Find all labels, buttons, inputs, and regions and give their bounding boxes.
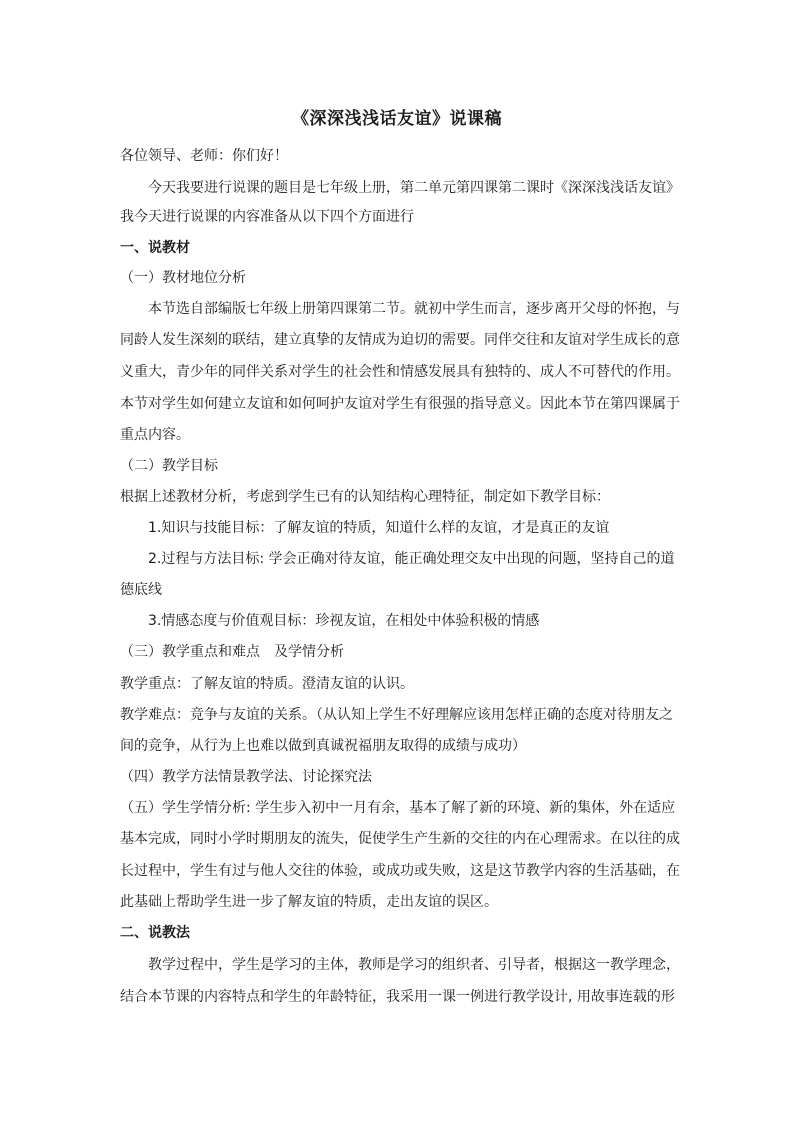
difficulty-line-1: 教学难点：竞争与友谊的关系。（从认知上学生不好理解应该用怎样正确的态度对待朋友之 — [120, 707, 673, 723]
goal-process: 2.过程与方法目标: 学会正确对待友谊，能正确处理交友中出现的问题，坚持自己的道 — [148, 551, 675, 567]
intro-line-2: 我今天进行说课的内容准备从以下四个方面进行 — [120, 209, 414, 225]
subheading-methods: （四）教学方法情景教学法、讨论探究法 — [120, 769, 372, 785]
section-heading-methods: 二、说教法 — [120, 925, 190, 941]
document-title: 《深深浅浅话友谊》说课稿 — [292, 109, 502, 129]
goal-knowledge: 1.知识与技能目标：了解友谊的特质，知道什么样的友谊，才是真正的友谊 — [148, 520, 610, 536]
subheading-key-points: （三）教学重点和难点 及学情分析 — [120, 644, 344, 660]
learner-analysis-line: （五）学生学情分析: 学生步入初中一月有余，基本了解了新的环境、新的集体，外在适应 — [120, 800, 676, 816]
paragraph-line: 结合本节课的内容特点和学生的年龄特征，我采用一课一例进行教学设计, 用故事连载的形 — [120, 989, 675, 1005]
learner-analysis-line: 长过程中，学生有过与他人交往的体验，或成功或失败，这是这节教学内容的生活基础，在 — [120, 863, 680, 879]
intro-line-1: 今天我要进行说课的题目是七年级上册，第二单元第四课第二课时《深深浅浅话友谊》 — [148, 180, 680, 196]
paragraph-line: 教学过程中，学生是学习的主体，教师是学习的组织者、引导者，根据这一教学理念， — [148, 957, 680, 973]
key-point: 教学重点：了解友谊的特质。澄清友谊的认识。 — [120, 676, 414, 692]
subheading-teaching-goals: （二）教学目标 — [120, 458, 218, 474]
paragraph-line: 本节选自部编版七年级上册第四课第二节。就初中学生而言，逐步离开父母的怀抱，与 — [148, 301, 680, 317]
greeting: 各位领导、老师：你们好！ — [120, 148, 288, 164]
goals-lead: 根据上述教材分析，考虑到学生已有的认知结构心理特征，制定如下教学目标： — [120, 489, 610, 505]
paragraph-line: 本节对学生如何建立友谊和如何呵护友谊对学生有很强的指导意义。因此本节在第四课属于 — [120, 396, 680, 412]
paragraph-line: 同龄人发生深刻的联结，建立真挚的友情成为迫切的需要。同伴交往和友谊对学生成长的意 — [120, 332, 680, 348]
goal-process-cont: 德底线 — [120, 582, 162, 598]
learner-analysis-line: 基本完成，同时小学时期朋友的流失，促使学生产生新的交往的内在心理需求。在以往的成 — [120, 831, 680, 847]
paragraph-line: 重点内容。 — [120, 427, 190, 443]
paragraph-line: 义重大，青少年的同伴关系对学生的社会性和情感发展具有独特的、成人不可替代的作用。 — [120, 364, 680, 380]
subheading-position-analysis: （一）教材地位分析 — [120, 270, 246, 286]
difficulty-line-2: 间的竞争，从行为上也难以做到真诚祝福朋友取得的成绩与成功） — [120, 738, 526, 754]
section-heading-textbook: 一、说教材 — [120, 240, 190, 256]
learner-analysis-line: 此基础上帮助学生进一步了解友谊的特质，走出友谊的误区。 — [120, 894, 498, 910]
goal-emotion: 3.情感态度与价值观目标：珍视友谊，在相处中体验积极的情感 — [148, 613, 540, 629]
